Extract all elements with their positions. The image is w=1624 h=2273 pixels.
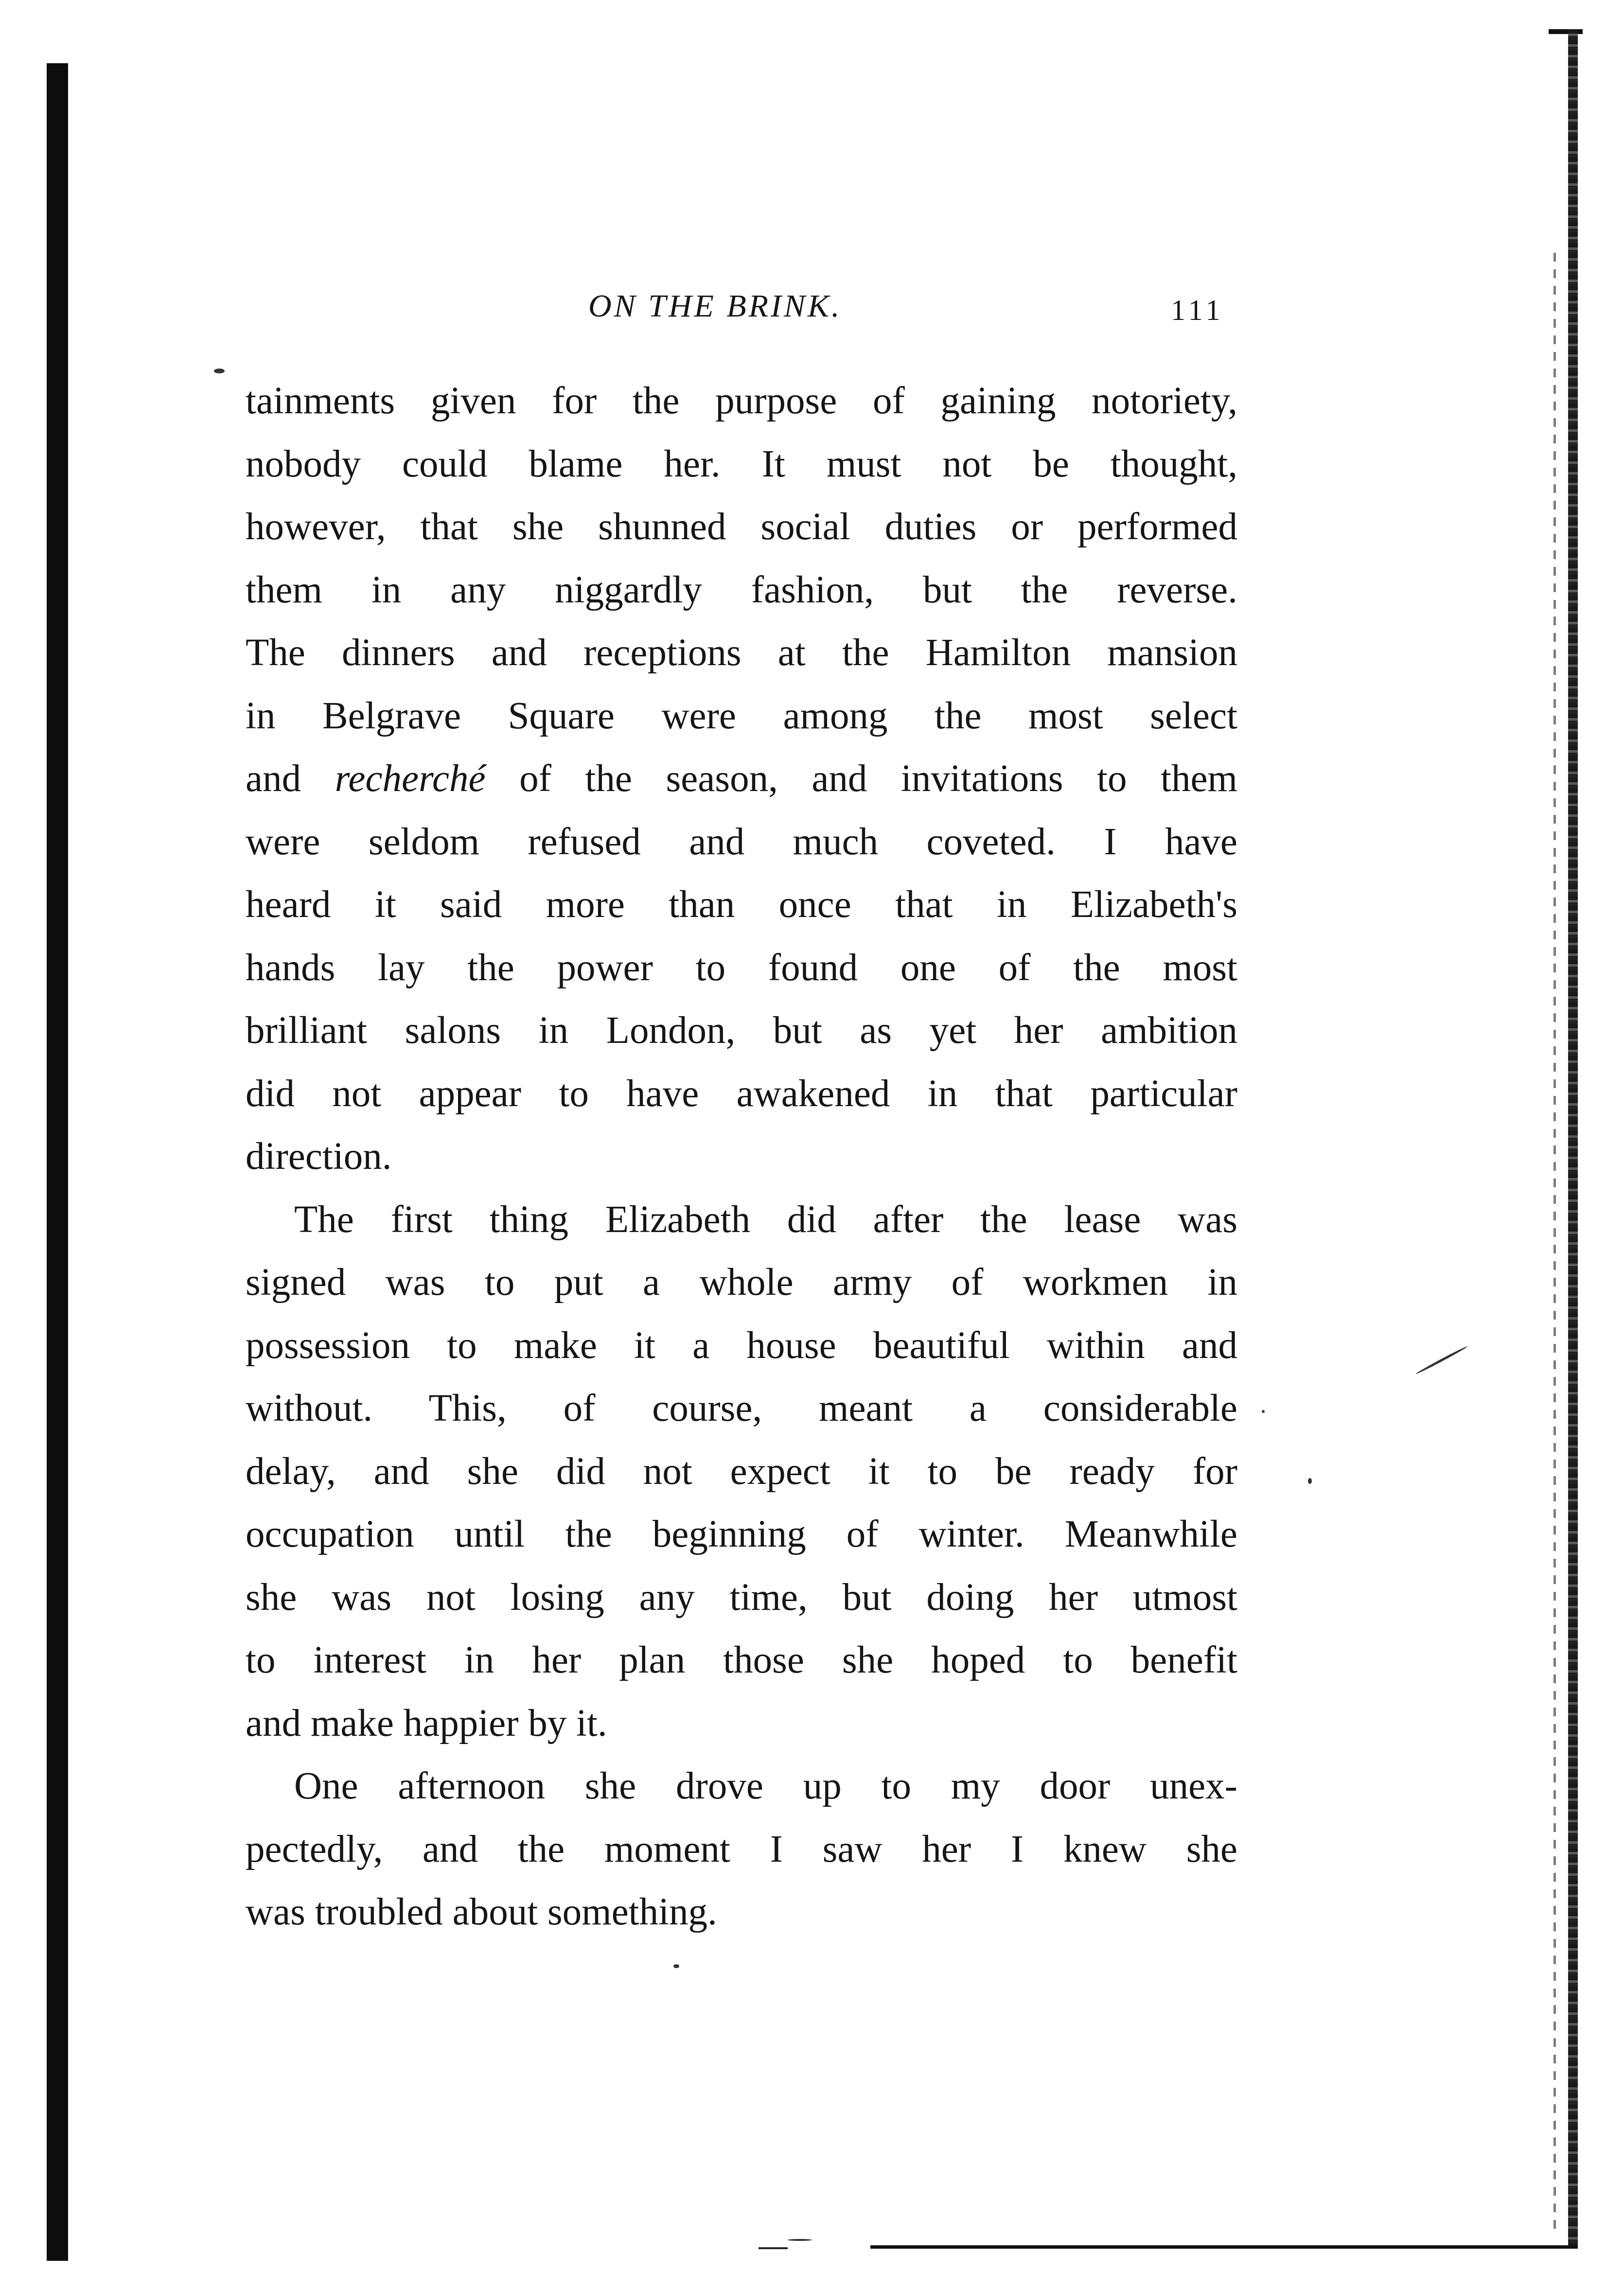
text-line: possession to make it a house beautiful within and (246, 1324, 1237, 1367)
text-line: without. This, of course, meant a considerable (246, 1387, 1237, 1429)
text-line: them in any niggardly fashion, but the reverse. (246, 568, 1237, 611)
text-line: nobody could blame her. It must not be thought, (246, 442, 1237, 485)
body-text (246, 370, 1237, 1944)
text-line: tainments given for the purpose of gaining notoriety, (246, 380, 1237, 422)
text-line: to interest in her plan those she hoped to benefit (246, 1639, 1237, 1681)
scan-speck (1262, 1410, 1265, 1413)
page-number: 111 (1171, 294, 1224, 326)
scan-speck (788, 2239, 812, 2241)
text-line: in Belgrave Square were among the most select (246, 694, 1237, 737)
text-line: The first thing Elizabeth did after the lease was (294, 1198, 1237, 1241)
text-line: was troubled about something. (246, 1891, 717, 1933)
scan-speck (214, 369, 225, 373)
scan-speck (1415, 1345, 1468, 1375)
scan-binding-shadow (47, 63, 68, 2261)
text-line: did not appear to have awakened in that particular (246, 1072, 1237, 1115)
running-head: ON THE BRINK. (588, 288, 842, 324)
text-line: One afternoon she drove up to my door unex- (294, 1765, 1237, 1807)
paragraph (246, 1755, 1237, 1944)
scan-page-edge-inner (1553, 253, 1556, 2237)
text-line: signed was to put a whole army of workmen in (246, 1261, 1237, 1304)
paragraph (246, 1188, 1237, 1755)
text-line (246, 747, 1237, 811)
text-line: The dinners and receptions at the Hamilton mansion (246, 632, 1237, 674)
text-line: direction. (246, 1135, 392, 1178)
italic-term: recherché (335, 758, 486, 800)
scan-page-edge (1568, 29, 1578, 2246)
text-line: hands lay the power to found one of the most (246, 946, 1237, 989)
text-line: delay, and she did not expect it to be ready for (246, 1450, 1237, 1493)
scan-bottom-mark (759, 2247, 788, 2249)
text-line: and make happier by it. (246, 1702, 607, 1744)
text-line: brilliant salons in London, but as yet her ambition (246, 1009, 1237, 1052)
text-line: however, that she shunned social duties or performed (246, 506, 1237, 548)
paragraph (246, 370, 1237, 1188)
text-segment: and (246, 758, 335, 800)
text-line: were seldom refused and much coveted. I have (246, 820, 1237, 863)
scan-speck (673, 1964, 679, 1968)
scan-bottom-edge (870, 2245, 1578, 2249)
text-line: pectedly, and the moment I saw her I knew she (246, 1828, 1237, 1870)
text-line: occupation until the beginning of winter. Meanwhile (246, 1513, 1237, 1555)
text-line: heard it said more than once that in Elizabeth's (246, 883, 1237, 926)
text-line: she was not losing any time, but doing her utmost (246, 1576, 1237, 1619)
text-segment: of the season, and invitations to them (485, 758, 1237, 800)
scan-speck (1308, 1478, 1312, 1484)
